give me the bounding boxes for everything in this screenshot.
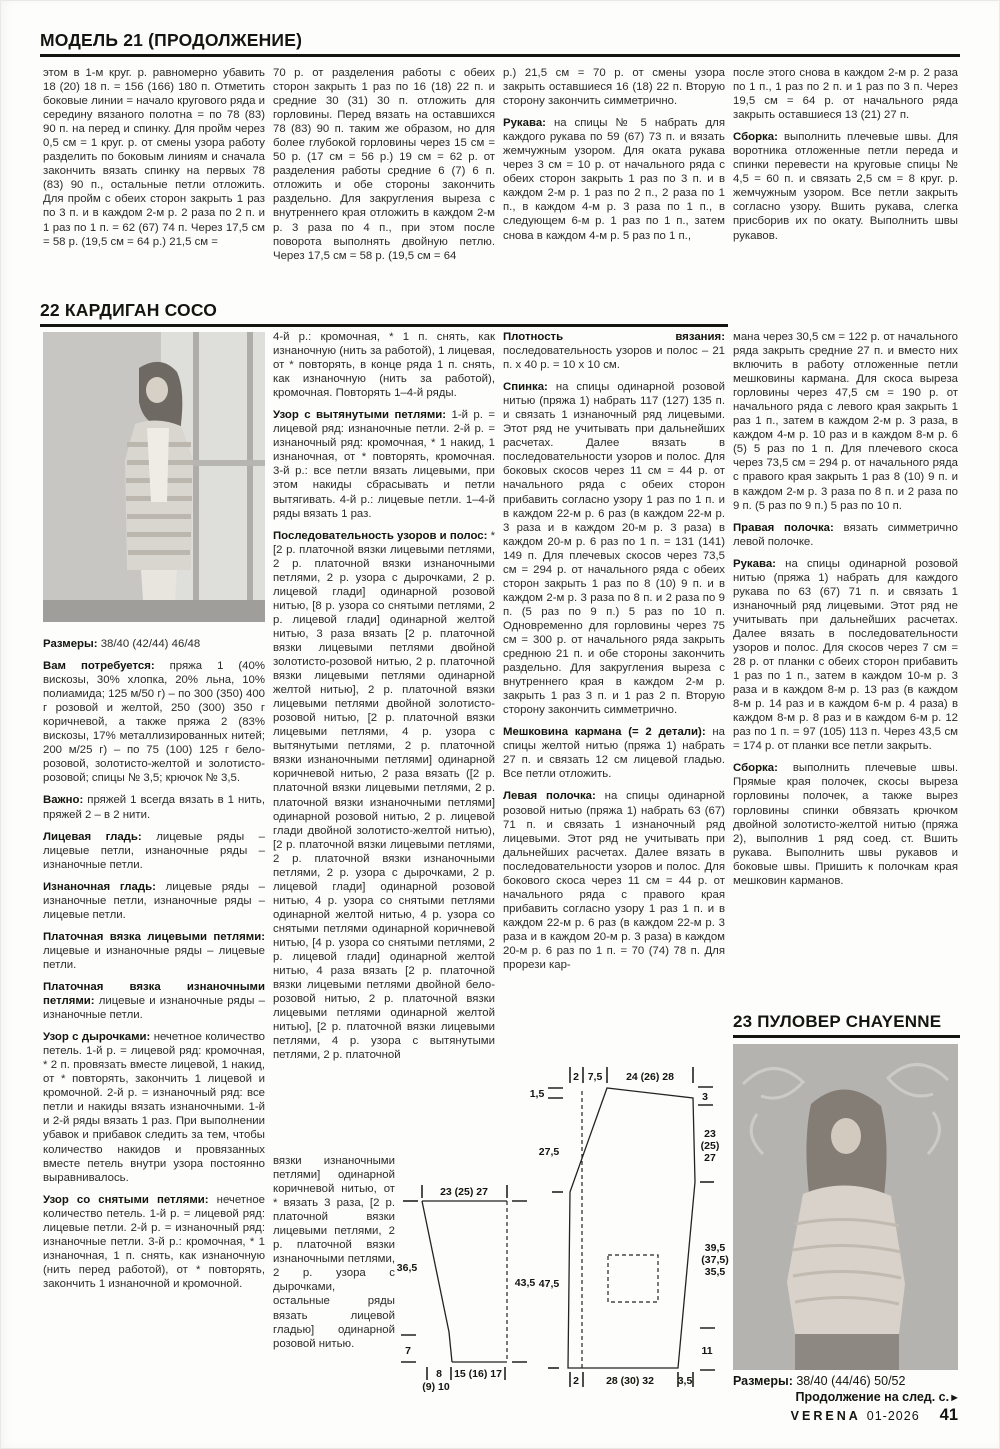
svg-text:(37,5): (37,5) [701, 1254, 729, 1266]
paragraph: вязки изнаночными петлями] одинарной коричневой нитью, от * вязать 3 раза, [2 р. платочной вязки лицевыми петлями, 2 р. платочной вязки изнаночными петлями, 2 р. узора с дырочками, остальные ряды вязать лицевой гладью] одинарной розовой нитью. [273, 1155, 395, 1350]
cardigan-photo-art [43, 332, 265, 622]
sizes-value: 38/40 (44/46) 50/52 [796, 1374, 906, 1388]
paragraph: этом в 1-м круг. р. равномерно убавить 18 (20) 18 п. = 156 (166) 180 п. Отметить боковые линии = начало кругового ряда и середину вязаного полотна = по 78 (83) 90 п. на перед и спинку. Для пройм через 0,5 см = 1 круг. р. от смены узора работу разделить по боковым линиям и сначала закончить вязать спинку на первых 78 (83) 90 п., остальные петли отложить. Для пройм с обеих сторон закрыть 1 раз по 3 п. и в каждом 2-м р. 2 раза по 2 п. и 1 раз по 1 п. = 62 (67) 74 п. Через 17,5 см = 58 р. (19,5 см = 64 р.) 21,5 см = [43, 67, 265, 248]
pullover-photo-art [733, 1044, 958, 1370]
svg-text:7,5: 7,5 [587, 1071, 603, 1083]
schematic-diagram [385, 1055, 735, 1420]
svg-text:28 (30) 32: 28 (30) 32 [606, 1375, 654, 1387]
svg-text:15 (16) 17: 15 (16) 17 [454, 1368, 502, 1380]
paragraph: 70 р. от разделения работы с обеих сторон закрыть 1 раз по 16 (18) 22 п. и средние 30 (31) 30 п. отложить для горловины. Перед вязать на оставшихся 78 (83) 90 п. таким же образом, но для более глубокой горловины через 15 см = 50 р. (17 см = 56 р.) 19 см = 62 р. от разделения работы средние 6 (7) 6 п. отложить и обе стороны закончить раздельно. Для закругления выреза с внутреннего края отложить в каждом 2-м р. 3 раза по 4 п., при этом после поворота выполнять двойную петлю. Через 17,5 см = 58 р. (19,5 см = 64 [273, 67, 495, 262]
paragraph: Левая полочка: на спицы одинарной розовой нитью (пряжа 1) набрать 63 (67) 71 п. и связать 1 изнаночный ряд лицевыми. Этот ряд не учитывать при дальнейших расчетах. Далее вязать в последовательности узоров и полос. Для бокового скоса через 11 см = 44 р. от начального ряда с правого края прибавить согласно узору 1 раз 1 п. и в каждом 22-м р. 6 раз (в каждом 22-м р. 3 раза и в каждом 20-м р. 3 раза) в каждом 20-м р. 6 раз по 1 п. = 70 (74) 78 п. Для прорези кар- [503, 790, 725, 972]
paragraph: 4-й р.: кромочная, * 1 п. снять, как изнаночную (нить за работой), 1 лицевая, от * повторять, в конце ряда 1 п. снять, как изнаночную (нить за работой), кромочная. Повторять 1–4-й ряды. [273, 331, 495, 400]
svg-text:23: 23 [704, 1128, 716, 1140]
text-column [43, 66, 265, 301]
paragraph: Плотность вязания: последовательность узоров и полос – 21 п. x 40 р. = 10 x 10 см. [503, 331, 725, 372]
page-number: 41 [939, 1406, 958, 1424]
paragraph: р.) 21,5 см = 70 р. от смены узора закрыть оставшиеся 16 (18) 22 п. Вторую сторону закончить симметрично. [503, 67, 725, 108]
continuation-note [733, 1390, 960, 1404]
paragraph: Вам потребуется: пряжа 1 (40% вискозы, 30% хлопка, 20% льна, 10% полиамида; 125 м/50 г) – по 300 (350) 400 г розовой и желтой, 250 (300) 350 г коричневой, а также пряжа 2 (83% вискозы, 17% металлизированных нитей; 200 м/25 г) – по 75 (100) 125 г бело-розовой, золотисто-желтой и золотисто-розовой; спицы № 3,5; крючок № 3,5. [43, 660, 265, 785]
section-title-pullover: 23 ПУЛОВЕР CHAYENNE [733, 1012, 960, 1038]
paragraph: мана через 30,5 см = 122 р. от начального ряда закрыть средние 27 п. и вместо них включить в работу отложенные петли мешковины кармана. Для скоса выреза горловины через 47,5 см = 190 р. от начального ряда с левого края закрыть 1 раз 1 п., затем в каждом 2-м р. 3 раза, в каждом 4-м р. 10 раз и в каждом 8-м р. 6 (5) 5 раз по 1 п. Для плечевого скоса через 73,5 см = 294 р. от начального ряда с правого края закрыть 1 раз 8 (10) 9 п. и в каждом 2-м р. 3 раза по 8 п. и 2 раза по 9 п. (5 раз по 9 п.) 5 раз по 10 п. [733, 331, 958, 512]
svg-text:35,5: 35,5 [704, 1266, 726, 1278]
paragraph: Рукава: на спицы одинарной розовой нитью (пряжа 1) набрать для каждого рукава по 63 (67) 71 п. и связать 1 изнаночный ряд лицевыми. Этот ряд не учитывать при дальнейших расчетах. Далее вязать в последовательности узоров и полос. Для скосов через 7 см = 28 р. от планки с обеих сторон прибавить 1 раз по 1 п., затем в каждом 10-м р. 3 раза и в каждом 8-м р. 13 раз (в каждом 8-м р. 14 раз и в каждом 6-м р. 4 раза) в каждом 8-м р. 8 раз и в каждом 6-м р. 12 раз по 1 п. = 97 (105) 113 п. Через 43,5 см = 174 р. от планки все петли закрыть. [733, 557, 958, 753]
paragraph: Узор со снятыми петлями: нечетное количество петель. 1-й р. = лицевой ряд: лицевые петли. 2-й р. = изнаночный ряд: изнаночные петли. 3-й р.: кромочная, * 1 изнаночная, 1 п. снять, как изнаночную (нить перед работой), от * повторять, закончить 1 изнаночной и кромочной. [43, 1193, 265, 1290]
paragraph: Узор с дырочками: нечетное количество петель. 1-й р. = лицевой ряд: кромочная, * 2 п. провязать вместе лицевой, 1 накид, от * повторять, закончить 1 лицевой и кромочной. 2-й р. = изнаночный ряд: все петли и накиды вязать изнаночными. 1-й и 2-й ряды вязать 1 раз. При выполнении убавок и прибавок следить за тем, чтобы количество накидов и провязанных вместе петель внутри узора постоянно выравнивалось. [43, 1031, 265, 1184]
svg-text:43,5: 43,5 [514, 1277, 536, 1289]
section-title-cardigan: 22 КАРДИГАН СОСО [40, 300, 728, 327]
svg-text:8: 8 [436, 1368, 442, 1380]
svg-text:(25): (25) [700, 1140, 720, 1152]
arrow-right-icon: ► [949, 1392, 960, 1404]
paragraph: Платочная вязка лицевыми петлями: лицевые и изнаночные ряды – лицевые петли. [43, 930, 265, 971]
text-column [503, 330, 725, 1078]
paragraph: Платочная вязка изнаночными петлями: лицевые и изнаночные ряды – изнаночные петли. [43, 980, 265, 1022]
paragraph: Рукава: на спицы № 5 набрать для каждого рукава по 59 (67) 73 п. и вязать жемчужным узором. Для оката рукава через 3 см = 10 р. от начального ряда с обеих сторон закрыть 1 раз по 3 п. и в каждом 2-м р. 1 раз по 2 п., 2 раза по 1 п., в каждом 4-м р. 3 раза по 1 п., в следующем 6-м р. 1 раз по 1 п., затем снова в каждом 4-м р. 5 раз по 1 п., [503, 117, 725, 242]
paragraph: Важно: пряжей 1 всегда вязать в 1 нить, пряжей 2 – в 2 нити. [43, 794, 265, 821]
continuation-text: Продолжение на след. с. [795, 1390, 950, 1404]
pullover-sizes [733, 1374, 960, 1388]
svg-text:3,5: 3,5 [677, 1375, 693, 1387]
paragraph: Спинка: на спицы одинарной розовой нитью (пряжа 1) набрать 117 (127) 135 п. и связать 1 изнаночный ряд лицевыми. Этот ряд не учитывать при дальнейших расчетах. Далее вязать в последовательности узоров и полос. Для боковых скосов через 11 см = 44 р. от начального ряда с обеих сторон прибавить согласно узору 1 раз по 1 п. и в каждом 22-м р. 6 раз (в каждом 22-м р. 3 раза и в каждом 20-м р. 3 раза) в каждом 20-м р. 6 раз по 1 п. = 131 (141) 149 п. Для плечевых скосов через 73,5 см = 294 р. от начального ряда с обеих сторон закрыть 1 раз по 8 (10) 9 п. и в каждом 2-м р. 3 раза по 8 п. и 2 раза по 9 п. (5 раз по 9 п.) 5 раз по 10 п. Одновременно для горловины через 75 см = 300 р. от начального ряда закрыть среднюю 21 п. и обе стороны закончить раздельно. Для закругления выреза с внутреннего края в каждом 2-м р. закрыть 1 раз 3 п. и 1 раз 2 п. Вторую сторону закончить симметрично. [503, 381, 725, 717]
svg-text:3: 3 [702, 1091, 708, 1103]
text-column [503, 66, 725, 306]
svg-text:2: 2 [573, 1375, 579, 1387]
svg-text:36,5: 36,5 [396, 1262, 418, 1274]
svg-text:(9) 10: (9) 10 [422, 1381, 450, 1393]
sizes-label: Размеры: [733, 1374, 793, 1388]
paragraph: Последовательность узоров и полос: * [2 р. платочной вязки лицевыми петлями, 2 р. платочной вязки изнаночными петлями, 2 р. узора с дырочками, 2 р. лицевой глади] одинарной розовой нитью, [8 р. узора со снятыми петлями, 2 р. лицевой глади] одинарной желтой нитью, 3 раза вязать [2 р. платочной вязки лицевыми петлями двойной золотисто-розовой нитью, 2 р. платочной вязки лицевыми петлями одинарной желтой нитью], 2 р. платочной вязки лицевыми петлями двойной золотисто-розовой нитью, [2 р. платочной вязки лицевыми петлями, 4 р. узора с вытянутыми петлями, 2 р. платочной вязки изнаночными петлями] одинарной коричневой нитью, 2 раза вязать ([2 р. платочной вязки лицевыми петлями, 2 р. платочной вязки изнаночными петлями] одинарной розовой нитью, 2 р. лицевой глади двойной золотисто-желтой нитью), [2 р. платочной вязки лицевыми петлями, 2 р. платочной вязки изнаночными петлями, 2 р. узора с дырочками, 2 р. лицевой глади] одинарной розовой нитью, 4 р. узора со снятыми петлями одинарной желтой нитью, 4 р. узора со снятыми петлями одинарной коричневой нитью, [4 р. узора со снятыми петлями, 2 р. лицевой глади] одинарной желтой нитью, 4 раза вязать [2 р. платочной вязки лицевыми петлями двойной бело-розовой нитью, 2 р. платочной вязки лицевыми петлями одинарной желтой нитью], [2 р. платочной вязки лицевыми петлями, 4 р. узора с вытянутыми петлями, 2 р. платочной [273, 529, 495, 1062]
section-title-model-21: МОДЕЛЬ 21 (ПРОДОЛЖЕНИЕ) [40, 30, 960, 57]
cardigan-photo [43, 332, 265, 622]
svg-text:7: 7 [405, 1345, 411, 1357]
svg-text:27: 27 [704, 1152, 716, 1164]
page-footer [560, 1406, 958, 1425]
paragraph: Размеры: 38/40 (42/44) 46/48 [43, 638, 201, 650]
paragraph: Изнаночная гладь: лицевые ряды – изнаночные петли, изнаночные ряды – лицевые петли. [43, 880, 265, 921]
sleeve-schematic [397, 1185, 536, 1393]
svg-text:24 (26) 28: 24 (26) 28 [626, 1071, 674, 1083]
text-column [273, 330, 495, 1152]
svg-text:2: 2 [573, 1071, 579, 1083]
pullover-photo [733, 1044, 958, 1370]
paragraph: после этого снова в каждом 2-м р. 2 раза по 1 п., 1 раз по 2 п. и 1 раз по 3 п. Через 19,5 см = 64 р. от начального ряда закрыть оставшиеся 13 (21) 27 п. [733, 67, 958, 122]
svg-text:39,5: 39,5 [704, 1242, 726, 1254]
magazine-issue: 01-2026 [866, 1409, 920, 1423]
paragraph: Лицевая гладь: лицевые ряды – лицевые петли, изнаночные ряды – изнаночные петли. [43, 830, 265, 871]
text-column [733, 66, 958, 326]
svg-text:23 (25) 27: 23 (25) 27 [440, 1186, 488, 1198]
pocket-outline [608, 1255, 658, 1302]
paragraph: Узор с вытянутыми петлями: 1-й р. = лицевой ряд: изнаночные петли. 2-й р. = изнаночный ряд: кромочная, * 1 накид, 1 изнаночная, от * повторять, кромочная. 3-й р.: все петли вязать лицевыми, при этом накиды сбрасывать и петли вытягивать. 4-й р.: лицевые петли. 1–4-й ряды вязать 1 раз. [273, 409, 495, 520]
paragraph: Сборка: выполнить плечевые швы. Прямые края полочек, скосы выреза горловины полочек, а также вырез горловины спинки обвязать крючком двойной золотисто-желтой нитью (пряжа 2), выполнив 1 ряд соед. ст. Вшить рукава. Выполнить швы рукавов и боковые швы. Пришить к полочкам края мешковин карманов. [733, 762, 958, 887]
svg-text:11: 11 [701, 1345, 713, 1357]
paragraph: Сборка: выполнить плечевые швы. Для воротника отложенные петли переда и спинки перевести на круговые спицы № 4,5 = 60 п. и связать 2,5 см = 8 круг. р. жемчужным узором. Все петли закрыть согласно узору. Вшить рукава, слегка присборив их по окату. Выполнить швы рукавов. [733, 131, 958, 242]
text-column [733, 330, 958, 1012]
front-schematic [530, 1067, 729, 1387]
paragraph: Правая полочка: вязать симметрично левой полочке. [733, 521, 958, 548]
text-column-narrow [273, 1154, 395, 1420]
svg-text:27,5: 27,5 [538, 1146, 560, 1158]
svg-text:1,5: 1,5 [529, 1088, 545, 1100]
text-column [273, 66, 495, 301]
magazine-brand: VERENA [790, 1409, 861, 1423]
text-column [43, 637, 265, 1423]
paragraph: Мешковина кармана (= 2 детали): на спицы желтой нитью (пряжа 1) набрать 27 п. и связать 12 см лицевой гладью. Все петли отложить. [503, 726, 725, 781]
svg-text:47,5: 47,5 [538, 1278, 560, 1290]
